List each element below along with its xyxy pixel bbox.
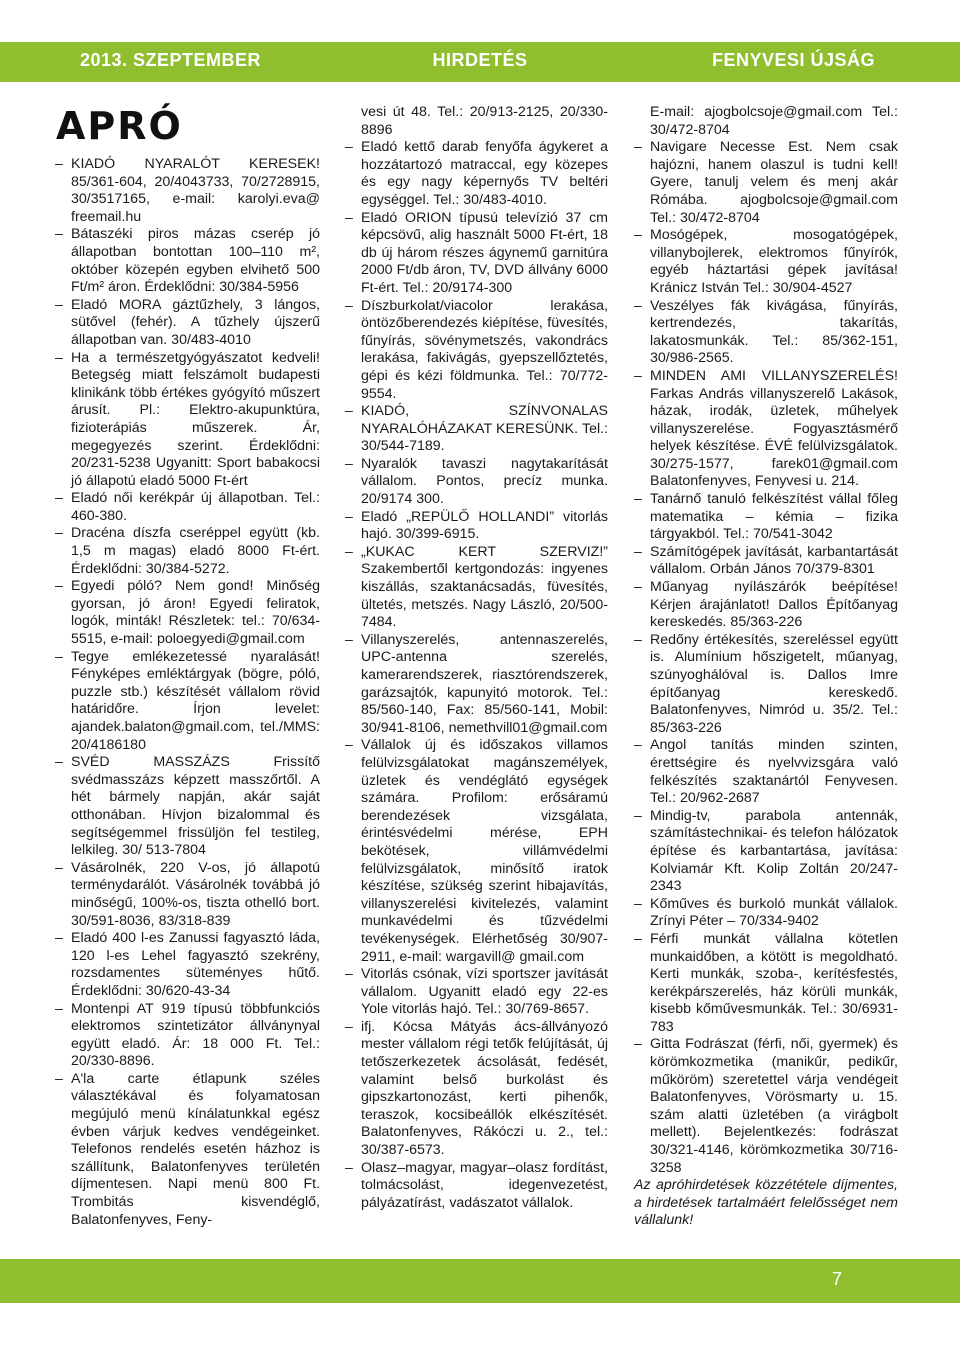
- ad-item: – Vásárolnék, 220 V-os, jó állapotú terménydarálót. Vásárolnék továbbá jó minőségű, 100%-os, tiszta othelló bort. 30/591-8036, 83/318-839: [55, 860, 320, 930]
- ad-item: – Vitorlás csónak, vízi sportszer javítását vállalom. Ugyanitt eladó egy 22-es Yole vitorlás hajó. Tel.: 30/769-8657.: [345, 966, 608, 1019]
- ad-item: – Díszburkolat/viacolor lerakása, öntözőberendezés kiépítése, füvesítés, fűnyírás, sövénymetszés, vakondrács lerakása, fakivágás, gyepszellőztetés, gépi és kézi földmunka. Tel.: 70/772-9554.: [345, 298, 608, 404]
- ad-item: – Nyaralók tavaszi nagytakarítását vállalom. Pontos, precíz munka. 20/9174 300.: [345, 456, 608, 509]
- ad-item: – Dracéna díszfa cseréppel együtt (kb. 1,5 m magas) eladó 8000 Ft-ért. Érdeklődni: 30/384-5272.: [55, 525, 320, 578]
- column-3: [634, 104, 898, 1230]
- ad-item: – „KUKAC KERT SZERVIZ!” Szakembertől kertgondozás: ingyenes kiszállás, szaktanácsadás, füvesítés, ültetés, metszés. Nagy László, 20/500-7484.: [345, 544, 608, 632]
- ad-list-2: [345, 104, 608, 1212]
- ad-list-1: [55, 156, 320, 1229]
- ad-item: – Férfi munkát vállalna kötetlen munkaidőben, a kötött is megoldható. Kerti munkák, szoba-, kerítésfestés, kerékpárszerelés, ház körüli munkák, kisebb kőművesmunkák. Tel.: 30/6931-783: [634, 931, 898, 1037]
- header-bar: [0, 42, 960, 82]
- ad-item: – Eladó 400 l-es Zanussi fagyasztó láda, 120 l-es Lehel fagyasztó szekrény, rozsdamentes süteményes hűtő. Érdeklődni: 30/620-43-34: [55, 930, 320, 1000]
- disclaimer-note: Az apróhirdetések közzététele díjmentes, a hirdetések tartalmáért felelősséget nem vállalunk!: [634, 1177, 898, 1229]
- ad-item: – Ha a természetgyógyászatot kedveli! Betegség miatt felszámolt budapesti klinikánk több értékes gyógyító műszert árusít. Pl.: Elektro-akupunktúra, fizioterápiás műszerek. Ár, megegyezés szerint. Érdeklődni: 20/231-5238 Ugyanitt: Sport babakocsi jó állapotú eladó 5000 Ft-ért: [55, 350, 320, 491]
- ad-item: – MINDEN AMI VILLANYSZERELÉS! Farkas András villanyszerelő Lakások, házak, irodák, üzletek, műhelyek villanyszerelése. Fogyasztásmérő helyek készítése. ÉVÉ felülvizsgálatok. 30/275-1577, farek01@gmail.com Balatonfenyves, Fenyvesi u. 214.: [634, 368, 898, 491]
- ad-item: – Eladó ORION típusú televízió 37 cm képcsövű, alig használt 5000 Ft-ért, 18 db új három részes ágynemű garnitúra 2000 Ft/db áron, TV, DVD állvány 6000 Ft-ért. Tel.: 20/9174-300: [345, 210, 608, 298]
- ad-item: – Kőműves és burkoló munkát vállalok. Zrínyi Péter – 70/334-9402: [634, 896, 898, 931]
- ad-item: – KIADÓ NYARALÓT KERESEK! 85/361-604, 20/4043733, 70/2728915, 30/3517165, e-mail: karolyi.eva@ freemail.hu: [55, 156, 320, 226]
- footer-bar: [0, 1259, 960, 1303]
- ad-item: – Villanyszerelés, antennaszerelés, UPC-antenna szerelés, kamerarendszerek, riasztórendszerek, garázsajtók, kapunyitó motorok. Tel.: 85/560-140, Fax: 85/560-141, Mobil: 30/941-8106, nemethvill01@gmail.com: [345, 632, 608, 738]
- page-title: APRÓ: [56, 104, 183, 148]
- ad-item: – Angol tanítás minden szinten, érettségire és nyelvvizsgára való felkészítés szaktanártól Fenyvesen. Tel.: 20/962-2687: [634, 737, 898, 807]
- column-2: [345, 104, 608, 1212]
- ad-continuation: vesi út 48. Tel.: 20/913-2125, 20/330-8896: [361, 104, 608, 138]
- ad-item: – Navigare Necesse Est. Nem csak hajózni, hanem olaszul is tudni kell! Gyere, tanulj velem és menj akár Rómába. ajogbolcsoje@gmail.com Tel.: 30/472-8704: [634, 139, 898, 227]
- ad-item: – Veszélyes fák kivágása, fűnyírás, kertrendezés, takarítás, lakatosmunkák. Tel.: 85/362-151, 30/986-2565.: [634, 298, 898, 368]
- ad-item: – Számítógépek javítását, karbantartását vállalom. Orbán János 70/379-8301: [634, 544, 898, 579]
- page-number: 7: [831, 1269, 842, 1289]
- ad-item: – Tanárnő tanuló felkészítést vállal főleg matematika – kémia – fizika tárgyakból. Tel.: 70/541-3042: [634, 491, 898, 544]
- ad-item: – Mosógépek, mosogatógépek, villanybojlerek, elektromos fűnyírók, egyéb háztartási gépek javítása! Kránicz István Tel.: 30/904-4527: [634, 227, 898, 297]
- ad-item: – Tegye emlékezetessé nyaralását! Fényképes emléktárgyak (bögre, póló, puzzle stb.) készítését vállalom rövid határidőre. Írjon levelet: ajandek.balaton@gmail.com, tel./MMS: 20/4186180: [55, 649, 320, 755]
- ad-item: – Egyedi póló? Nem gond! Minőség gyorsan, jó áron! Egyedi feliratok, logók, minták! Részletek: tel.: 70/634-5515, e-mail: poloegyedi@gmail.com: [55, 578, 320, 648]
- ad-item: – Eladó kettő darab fenyőfa ágykeret a hozzátartozó matraccal, egy közepes és egy nagy képernyős TV beltéri egységgel. Tel.: 30/483-4010.: [345, 139, 608, 209]
- ad-item: – Eladó MORA gáztűzhely, 3 lángos, sütővel (fehér). A tűzhely újszerű állapotban van. 30/483-4010: [55, 297, 320, 350]
- ad-item: – Gitta Fodrászat (férfi, női, gyermek) és körömkozmetika (manikűr, pedikűr, műköröm) szeretettel várja vendégeit Balatonfenyves, Vörösmarty u. 15. szám alatti üzletében (a virágbolt mellett). Bejelentkezés: fodrászat 30/321-4146, körömkozmetika 30/716-3258: [634, 1036, 898, 1177]
- ad-item: – ifj. Kócsa Mátyás ács-állványozó mester vállalom régi tetők felújítását, új tetőszerkezetek ácsolását, fedését, valamint belső burkolást és gipszkartonozást, kerti pihenők, teraszok, kocsibeállók elkészítését. Balatonfenyves, Rákóczi u. 2., tel.: 30/387-6573.: [345, 1019, 608, 1160]
- column-1: [55, 156, 320, 1229]
- ad-item: – SVÉD MASSZÁZS Frissítő svédmasszázs képzett masszőrtől. A hét bármely napján, akár saját otthonában. Hívjon bizalommal és segítségemmel frissüljön fel testileg, lelkileg. 30/ 513-7804: [55, 754, 320, 860]
- publication-name: FENYVESI ÚJSÁG: [711, 50, 875, 70]
- ad-list-3: [634, 104, 898, 1177]
- ad-continuation: E-mail: ajogbolcsoje@gmail.com Tel.: 30/472-8704: [650, 104, 898, 138]
- ad-item: – Montenpi AT 919 típusú többfunkciós elektromos szintetizátor állványnyal együtt eladó. Ár: 18 000 Ft. Tel.: 20/330-8896.: [55, 1001, 320, 1071]
- ad-item: – KIADÓ, SZÍNVONALAS NYARALÓHÁZAKAT KERESÜNK. Tel.: 30/544-7189.: [345, 403, 608, 456]
- ad-item: – Eladó „REPÜLŐ HOLLANDI” vitorlás hajó. 30/399-6915.: [345, 509, 608, 544]
- ad-item: – Olasz–magyar, magyar–olasz fordítást, tolmácsolást, idegenvezetést, pályázatírást, vadászatot vállalok.: [345, 1160, 608, 1213]
- ad-item: – Bátaszéki piros mázas cserép jó állapotban bontottan 100–110 m², október közepén egyben elvihető 500 Ft/m² áron. Érdeklődni: 30/384-5956: [55, 226, 320, 296]
- section-name: HIRDETÉS: [432, 50, 528, 70]
- issue-date: 2013. SZEPTEMBER: [80, 50, 262, 70]
- ad-item: – Eladó női kerékpár új állapotban. Tel.: 460-380.: [55, 490, 320, 525]
- ad-item: – A'la carte étlapunk széles választékával és folyamatosan megújuló menü kínálatunkkal egész évben várjuk kedves vendégeinket. Telefonos rendelés esetén házhoz is szállítunk, Balatonfenyves területén díjmentesen. Napi menü 800 Ft. Trombitás kisvendéglő, Balatonfenyves, Feny-: [55, 1071, 320, 1229]
- ad-item: – Mindig-tv, parabola antennák, számítástechnikai- és telefon hálózatok építése és karbantartása, javítása: Kolviamár Kft. Kolip Zoltán 20/247-2343: [634, 808, 898, 896]
- ad-item: – Vállalok új és időszakos villamos felülvizsgálatokat magánszemélyek, üzletek és vendéglátó egységek számára. Profilom: erősáramú berendezések vizsgálata, érintésvédelmi mérése, EPH bekötések, villámvédelmi felülvizsgálatok, minősítő iratok készítése, szükség szerint hibajavítás, villanyszerelési kivitelezés, valamint munkavédelmi és tűzvédelmi tevékenységek. Elérhetőség 30/907-2911, e-mail: wargavill@ gmail.com: [345, 737, 608, 966]
- ad-item: – Műanyag nyílászárók beépítése! Kérjen árajánlatot! Dallos Építőanyag kereskedés. 85/363-226: [634, 579, 898, 632]
- ad-item: – Redőny értékesítés, szereléssel együtt is. Alumínium hőszigetelt, műanyag, szúnyoghálóval is. Dallos Imre építőanyag kereskedő. Balatonfenyves, Nimród u. 35/2. Tel.: 85/363-226: [634, 632, 898, 738]
